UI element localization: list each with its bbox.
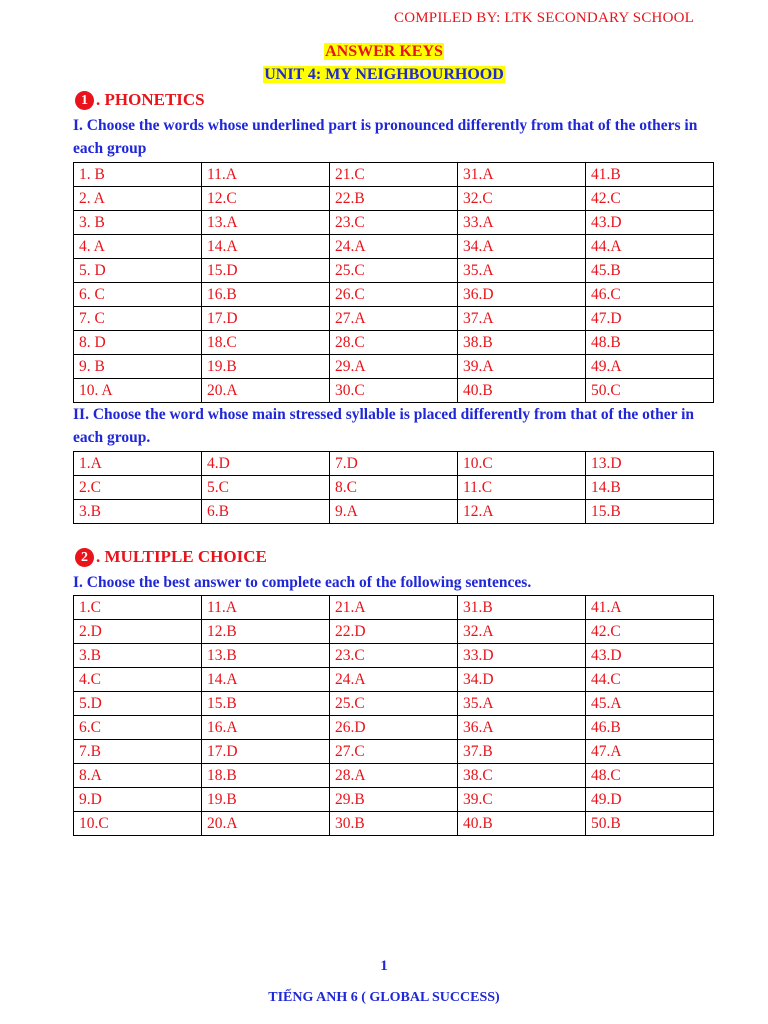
answer-cell: 34.A xyxy=(458,235,586,259)
answer-cell: 5.C xyxy=(202,476,330,500)
table-row xyxy=(74,692,714,716)
table-row xyxy=(74,764,714,788)
section-phonetics-heading xyxy=(75,90,205,110)
answer-cell: 26.C xyxy=(330,283,458,307)
answer-cell: 3.B xyxy=(74,500,202,524)
answer-cell: 16.A xyxy=(202,716,330,740)
table-row xyxy=(74,355,714,379)
answer-cell: 29.A xyxy=(330,355,458,379)
answer-cell: 22.D xyxy=(330,620,458,644)
answer-cell: 29.B xyxy=(330,788,458,812)
table-row xyxy=(74,235,714,259)
answer-cell: 26.D xyxy=(330,716,458,740)
answer-cell: 50.C xyxy=(586,379,714,403)
answer-cell: 35.A xyxy=(458,259,586,283)
answer-cell: 21.C xyxy=(330,163,458,187)
answer-cell: 41.B xyxy=(586,163,714,187)
answer-cell: 30.C xyxy=(330,379,458,403)
section-multiple-choice-label: . MULTIPLE CHOICE xyxy=(96,547,267,566)
answer-cell: 12.C xyxy=(202,187,330,211)
answer-cell: 33.A xyxy=(458,211,586,235)
table-row xyxy=(74,211,714,235)
phonetics-instruction-1: I. Choose the words whose underlined part is pronounced differently from that of the others in each group xyxy=(73,117,698,157)
table-row xyxy=(74,452,714,476)
answer-cell: 41.A xyxy=(586,596,714,620)
answer-cell: 30.B xyxy=(330,812,458,836)
answer-cell: 3. B xyxy=(74,211,202,235)
answer-cell: 40.B xyxy=(458,812,586,836)
answer-cell: 24.A xyxy=(330,668,458,692)
answer-cell: 16.B xyxy=(202,283,330,307)
answer-cell: 49.A xyxy=(586,355,714,379)
section-multiple-choice-heading xyxy=(75,547,267,567)
answer-cell: 5.D xyxy=(74,692,202,716)
answer-cell: 23.C xyxy=(330,211,458,235)
answer-cell: 43.D xyxy=(586,644,714,668)
phonetics-instruction-2: II. Choose the word whose main stressed syllable is placed differently from that of the other in each group. xyxy=(73,406,694,446)
answer-cell: 2.C xyxy=(74,476,202,500)
answer-cell: 12.B xyxy=(202,620,330,644)
answer-cell: 28.A xyxy=(330,764,458,788)
answer-cell: 4.D xyxy=(202,452,330,476)
answer-cell: 5. D xyxy=(74,259,202,283)
answer-cell: 24.A xyxy=(330,235,458,259)
answer-cell: 27.A xyxy=(330,307,458,331)
answer-cell: 13.A xyxy=(202,211,330,235)
answer-cell: 34.D xyxy=(458,668,586,692)
answer-cell: 13.B xyxy=(202,644,330,668)
answer-cell: 46.B xyxy=(586,716,714,740)
table-row xyxy=(74,500,714,524)
answer-cell: 8. D xyxy=(74,331,202,355)
answer-cell: 15.B xyxy=(202,692,330,716)
table-row xyxy=(74,668,714,692)
table-row xyxy=(74,283,714,307)
answer-cell: 8.A xyxy=(74,764,202,788)
answer-cell: 37.A xyxy=(458,307,586,331)
answer-cell: 14.B xyxy=(586,476,714,500)
answer-cell: 25.C xyxy=(330,259,458,283)
compiled-by-header: COMPILED BY: LTK SECONDARY SCHOOL xyxy=(394,10,694,26)
answer-cell: 27.C xyxy=(330,740,458,764)
answer-cell: 7.D xyxy=(330,452,458,476)
answer-cell: 17.D xyxy=(202,740,330,764)
table-row xyxy=(74,163,714,187)
answer-cell: 44.C xyxy=(586,668,714,692)
book-footer: TIẾNG ANH 6 ( GLOBAL SUCCESS) xyxy=(268,990,500,1005)
answer-cell: 1.C xyxy=(74,596,202,620)
answer-cell: 2. A xyxy=(74,187,202,211)
answer-keys-label: ANSWER KEYS xyxy=(325,43,443,60)
answer-cell: 36.A xyxy=(458,716,586,740)
answer-cell: 25.C xyxy=(330,692,458,716)
answer-cell: 9.A xyxy=(330,500,458,524)
answer-cell: 45.A xyxy=(586,692,714,716)
answer-cell: 11.A xyxy=(202,163,330,187)
answer-cell: 9. B xyxy=(74,355,202,379)
answer-cell: 46.C xyxy=(586,283,714,307)
table-row xyxy=(74,716,714,740)
answer-cell: 38.C xyxy=(458,764,586,788)
answer-cell: 20.A xyxy=(202,379,330,403)
answer-cell: 48.B xyxy=(586,331,714,355)
answer-cell: 6.B xyxy=(202,500,330,524)
answer-cell: 37.B xyxy=(458,740,586,764)
answer-cell: 10. A xyxy=(74,379,202,403)
answer-cell: 38.B xyxy=(458,331,586,355)
answer-cell: 31.B xyxy=(458,596,586,620)
answer-cell: 22.B xyxy=(330,187,458,211)
answer-cell: 50.B xyxy=(586,812,714,836)
answer-cell: 9.D xyxy=(74,788,202,812)
unit-title-label: UNIT 4: MY NEIGHBOURHOOD xyxy=(264,66,504,83)
answer-cell: 47.D xyxy=(586,307,714,331)
table-row xyxy=(74,187,714,211)
answer-cell: 8.C xyxy=(330,476,458,500)
answer-cell: 10.C xyxy=(74,812,202,836)
answer-cell: 20.A xyxy=(202,812,330,836)
answer-cell: 1. B xyxy=(74,163,202,187)
table-row xyxy=(74,259,714,283)
table-row xyxy=(74,596,714,620)
answer-cell: 47.A xyxy=(586,740,714,764)
table-row xyxy=(74,740,714,764)
answer-cell: 6.C xyxy=(74,716,202,740)
answer-cell: 10.C xyxy=(458,452,586,476)
answer-cell: 33.D xyxy=(458,644,586,668)
phonetics-answer-table-2 xyxy=(73,451,714,524)
answer-cell: 18.C xyxy=(202,331,330,355)
table-row xyxy=(74,307,714,331)
table-row xyxy=(74,644,714,668)
answer-cell: 39.A xyxy=(458,355,586,379)
answer-cell: 6. C xyxy=(74,283,202,307)
answer-cell: 48.C xyxy=(586,764,714,788)
answer-cell: 44.A xyxy=(586,235,714,259)
table-row xyxy=(74,331,714,355)
answer-cell: 17.D xyxy=(202,307,330,331)
answer-cell: 19.B xyxy=(202,788,330,812)
answer-cell: 32.A xyxy=(458,620,586,644)
answer-cell: 12.A xyxy=(458,500,586,524)
table-row xyxy=(74,620,714,644)
answer-cell: 21.A xyxy=(330,596,458,620)
answer-cell: 42.C xyxy=(586,620,714,644)
answer-cell: 7. C xyxy=(74,307,202,331)
multiple-choice-instruction-1: I. Choose the best answer to complete each of the following sentences. xyxy=(73,574,532,591)
answer-cell: 18.B xyxy=(202,764,330,788)
answer-cell: 43.D xyxy=(586,211,714,235)
answer-cell: 39.C xyxy=(458,788,586,812)
answer-cell: 11.A xyxy=(202,596,330,620)
multiple-choice-answer-table xyxy=(73,595,714,836)
table-row xyxy=(74,476,714,500)
answer-cell: 4. A xyxy=(74,235,202,259)
answer-cell: 1.A xyxy=(74,452,202,476)
answer-cell: 40.B xyxy=(458,379,586,403)
answer-cell: 45.B xyxy=(586,259,714,283)
answer-cell: 3.B xyxy=(74,644,202,668)
answer-cell: 32.C xyxy=(458,187,586,211)
page-number: 1 xyxy=(380,958,388,974)
answer-cell: 14.A xyxy=(202,668,330,692)
section-number-badge: 1 xyxy=(75,91,94,110)
answer-keys-title xyxy=(0,43,768,61)
phonetics-answer-table-1 xyxy=(73,162,714,403)
answer-cell: 2.D xyxy=(74,620,202,644)
answer-cell: 28.C xyxy=(330,331,458,355)
table-row xyxy=(74,812,714,836)
answer-cell: 36.D xyxy=(458,283,586,307)
section-phonetics-label: . PHONETICS xyxy=(96,90,205,109)
answer-cell: 23.C xyxy=(330,644,458,668)
answer-cell: 14.A xyxy=(202,235,330,259)
unit-title xyxy=(0,66,768,84)
answer-cell: 42.C xyxy=(586,187,714,211)
table-row xyxy=(74,379,714,403)
answer-cell: 7.B xyxy=(74,740,202,764)
answer-cell: 49.D xyxy=(586,788,714,812)
answer-cell: 15.B xyxy=(586,500,714,524)
answer-cell: 31.A xyxy=(458,163,586,187)
answer-cell: 19.B xyxy=(202,355,330,379)
answer-cell: 13.D xyxy=(586,452,714,476)
answer-cell: 15.D xyxy=(202,259,330,283)
answer-cell: 35.A xyxy=(458,692,586,716)
answer-cell: 4.C xyxy=(74,668,202,692)
section-number-badge: 2 xyxy=(75,548,94,567)
table-row xyxy=(74,788,714,812)
answer-cell: 11.C xyxy=(458,476,586,500)
